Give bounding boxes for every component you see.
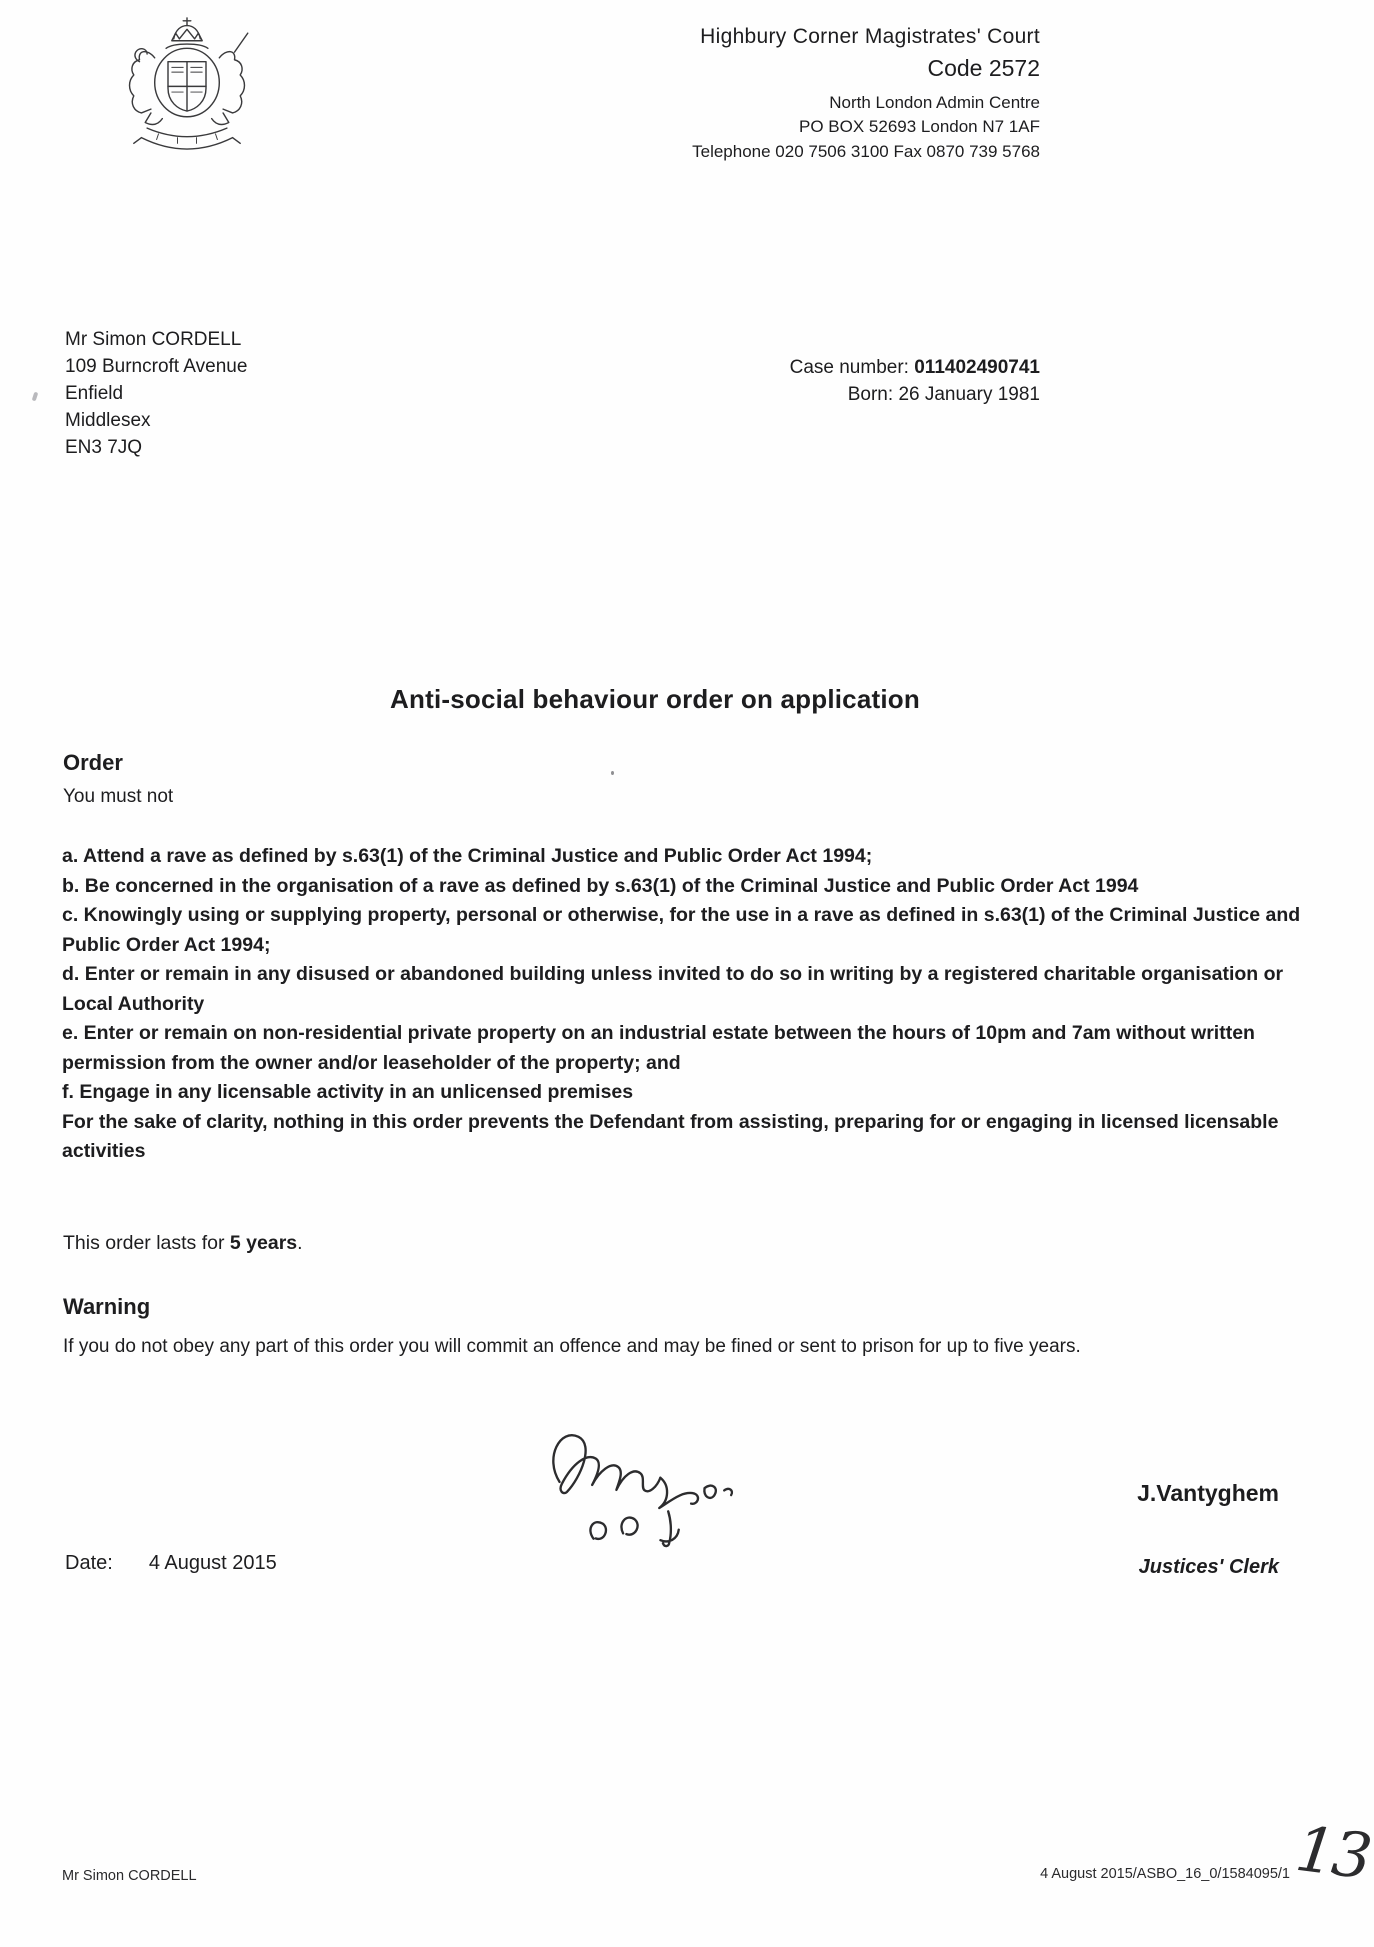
born-row: [790, 381, 1040, 408]
recipient-name: Mr Simon CORDELL: [65, 329, 242, 350]
recipient-address: [65, 326, 247, 461]
born-label: Born:: [847, 384, 899, 405]
order-item-e: e. Enter or remain on non-residential private property on an industrial estate between the hours of 10pm and 7am without written permission from the owner and/or leaseholder of the property; and: [62, 1022, 1255, 1074]
date-value: 4 August 2015: [148, 1552, 277, 1574]
handwritten-signature-scrawl-icon: [512, 1385, 829, 1590]
warning-text: If you do not obey any part of this order you will commit an offence and may be fined or sent to prison for up to five years.: [63, 1336, 1081, 1357]
order-intro: You must not: [63, 786, 174, 807]
case-info: [790, 354, 1040, 408]
order-item-d: d. Enter or remain in any disused or abandoned building unless invited to do so in writing by a registered charitable organisation or Local Authority: [62, 963, 1284, 1015]
signatory-title: Justices' Clerk: [1138, 1556, 1279, 1578]
order-clarity-note: For the sake of clarity, nothing in this order prevents the Defendant from assisting, preparing for or engaging in licensed licensable activities: [62, 1110, 1279, 1162]
order-item-f: f. Engage in any licensable activity in an unlicensed premises: [62, 1081, 634, 1103]
order-prohibitions: [62, 842, 1310, 1167]
court-header: [692, 24, 1040, 162]
page-title: Anti-social behaviour order on application: [390, 684, 920, 714]
footer-document-reference: 4 August 2015/ASBO_16_0/1584095/1: [1040, 1866, 1290, 1882]
case-number-row: [790, 354, 1040, 381]
duration-suffix: .: [297, 1232, 303, 1254]
recipient-address-line: EN3 7JQ: [65, 437, 143, 458]
signatory-name: J.Vantyghem: [1137, 1480, 1279, 1506]
order-item-b: b. Be concerned in the organisation of a rave as defined by s.63(1) of the Criminal Justice and Public Order Act 1994: [62, 874, 1139, 897]
recipient-address-line: Enfield: [65, 383, 124, 404]
admin-centre: North London Admin Centre: [829, 93, 1040, 112]
date-row: [65, 1552, 277, 1575]
duration-value: 5 years: [229, 1232, 298, 1254]
born-value: 26 January 1981: [898, 384, 1040, 405]
handwritten-page-number: 13: [1291, 1811, 1374, 1894]
case-number-value: 011402490741: [914, 357, 1040, 378]
order-duration: [63, 1232, 303, 1255]
court-name: Highbury Corner Magistrates' Court: [700, 25, 1040, 48]
recipient-address-line: Middlesex: [65, 410, 151, 431]
warning-heading: Warning: [63, 1294, 151, 1319]
royal-coat-of-arms-icon: [92, 12, 282, 174]
court-code: Code 2572: [927, 55, 1040, 82]
order-item-c: c. Knowingly using or supplying property, personal or otherwise, for the use in a rave as defined in s.63(1) of the Criminal Justice and Public Order Act 1994;: [62, 904, 1301, 956]
date-label: Date:: [65, 1552, 113, 1574]
order-heading: Order: [63, 750, 123, 775]
duration-prefix: This order lasts for: [63, 1232, 230, 1254]
footer-recipient-name: Mr Simon CORDELL: [62, 1868, 197, 1884]
court-phone-fax: Telephone 020 7506 3100 Fax 0870 739 5768: [692, 141, 1040, 161]
case-number-label: Case number:: [789, 357, 915, 378]
order-item-a: a. Attend a rave as defined by s.63(1) of the Criminal Justice and Public Order Act 1994;: [62, 845, 873, 867]
scan-artifact: [611, 771, 614, 775]
scan-artifact: [32, 392, 39, 402]
court-address: PO BOX 52693 London N7 1AF: [799, 117, 1040, 137]
recipient-address-line: 109 Burncroft Avenue: [65, 356, 248, 377]
